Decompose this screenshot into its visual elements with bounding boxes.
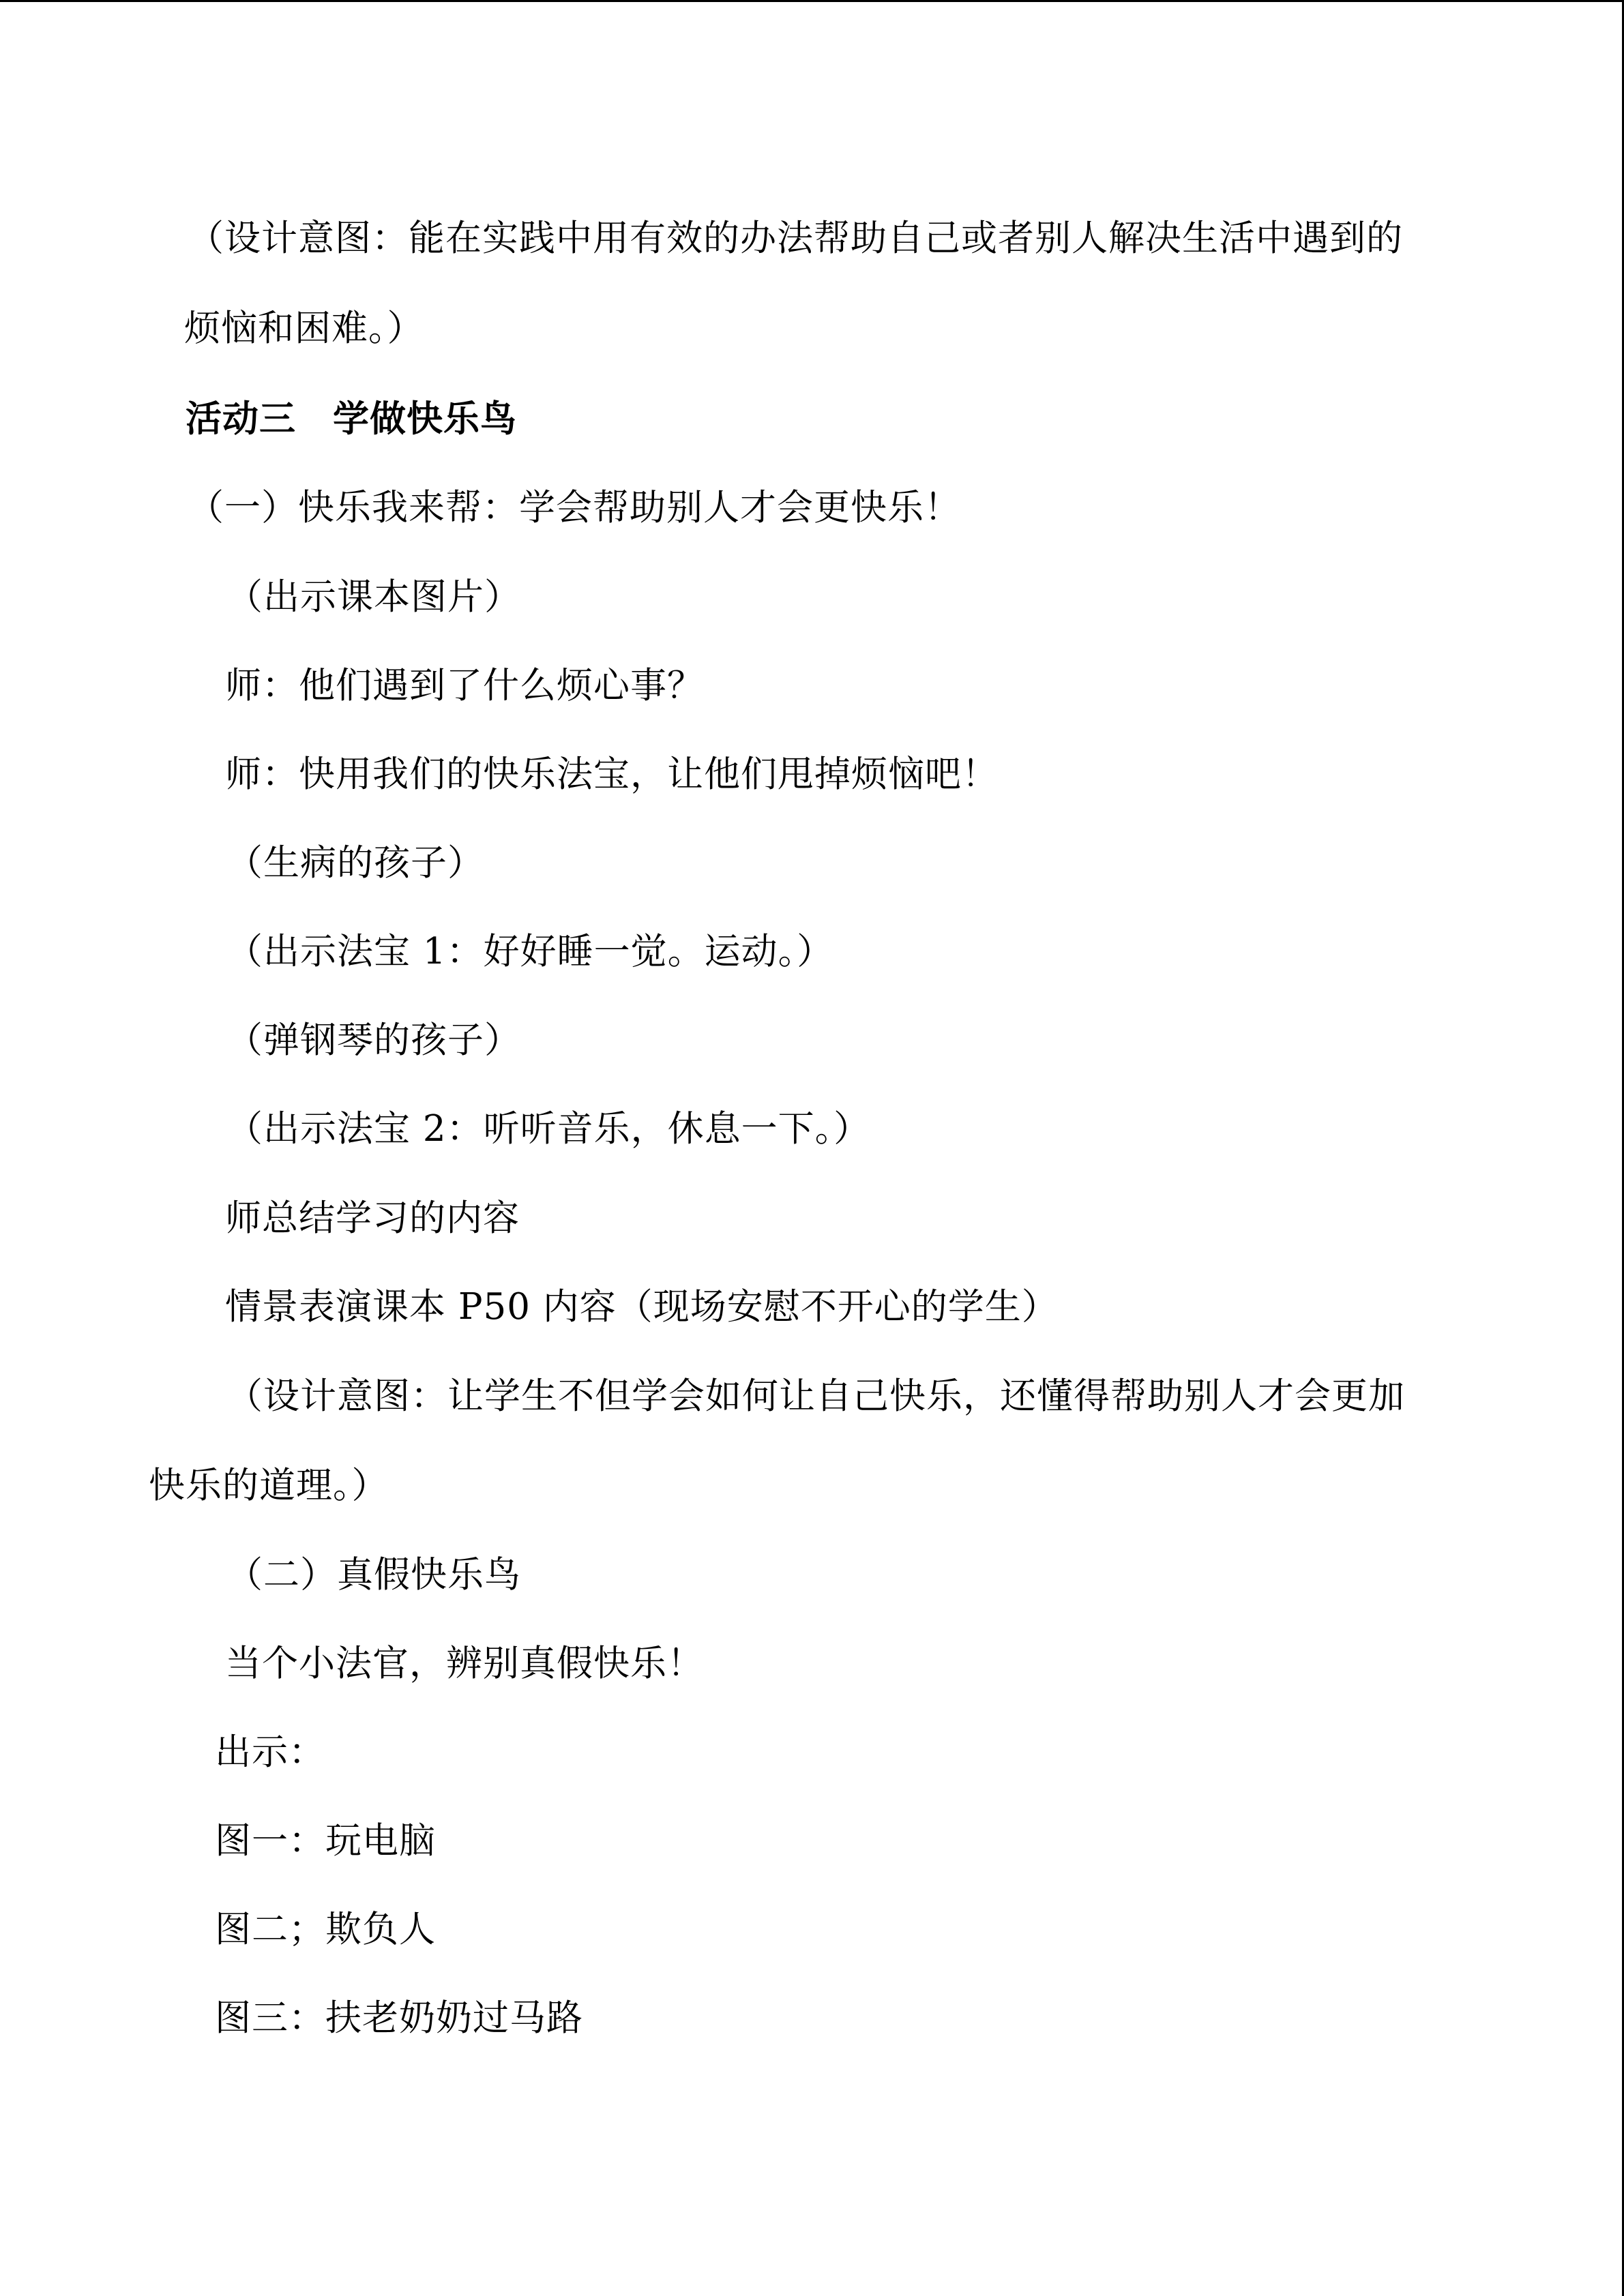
piano-child-note: （弹钢琴的孩子） [226, 1019, 521, 1061]
section-one-title: （一）快乐我来帮：学会帮助别人才会更快乐！ [188, 487, 961, 528]
teacher-summary: 师总结学习的内容 [225, 1197, 520, 1239]
section-two-title: （二）真假快乐鸟 [226, 1554, 521, 1596]
role-play-note: 情景表演课本 P50 内容（现场安慰不开心的学生） [225, 1286, 1059, 1328]
picture-two: 图二；欺负人 [215, 1909, 436, 1950]
design-intent-paragraph-1-line-1: （设计意图：能在实践中用有效的办法帮助自己或者别人解决生活中遇到的 [188, 218, 1403, 259]
picture-three: 图三：扶老奶奶过马路 [215, 1997, 583, 2039]
design-intent-paragraph-2-line-1: （设计意图：让学生不但学会如何让自己快乐，还懂得帮助别人才会更加 [226, 1375, 1405, 1417]
judge-prompt: 当个小法官，辨别真假快乐！ [225, 1643, 704, 1684]
magic-tool-2: （出示法宝 2：听听音乐，休息一下。） [226, 1108, 871, 1150]
design-intent-paragraph-1-line-2: 烦恼和困难。） [184, 308, 424, 349]
design-intent-paragraph-2-line-2: 快乐的道理。） [149, 1465, 389, 1506]
page-top-border [0, 0, 1624, 2]
magic-tool-1: （出示法宝 1：好好睡一觉。运动。） [226, 931, 834, 972]
activity-three-heading: 活动三 学做快乐鸟 [186, 398, 517, 440]
picture-one: 图一：玩电脑 [215, 1820, 436, 1862]
show-label: 出示： [215, 1731, 325, 1773]
teacher-prompt: 师：快用我们的快乐法宝，让他们甩掉烦恼吧！ [225, 754, 999, 795]
show-textbook-pictures: （出示课本图片） [226, 576, 521, 618]
sick-child-note: （生病的孩子） [226, 842, 484, 884]
teacher-question: 师：他们遇到了什么烦心事？ [225, 665, 704, 706]
